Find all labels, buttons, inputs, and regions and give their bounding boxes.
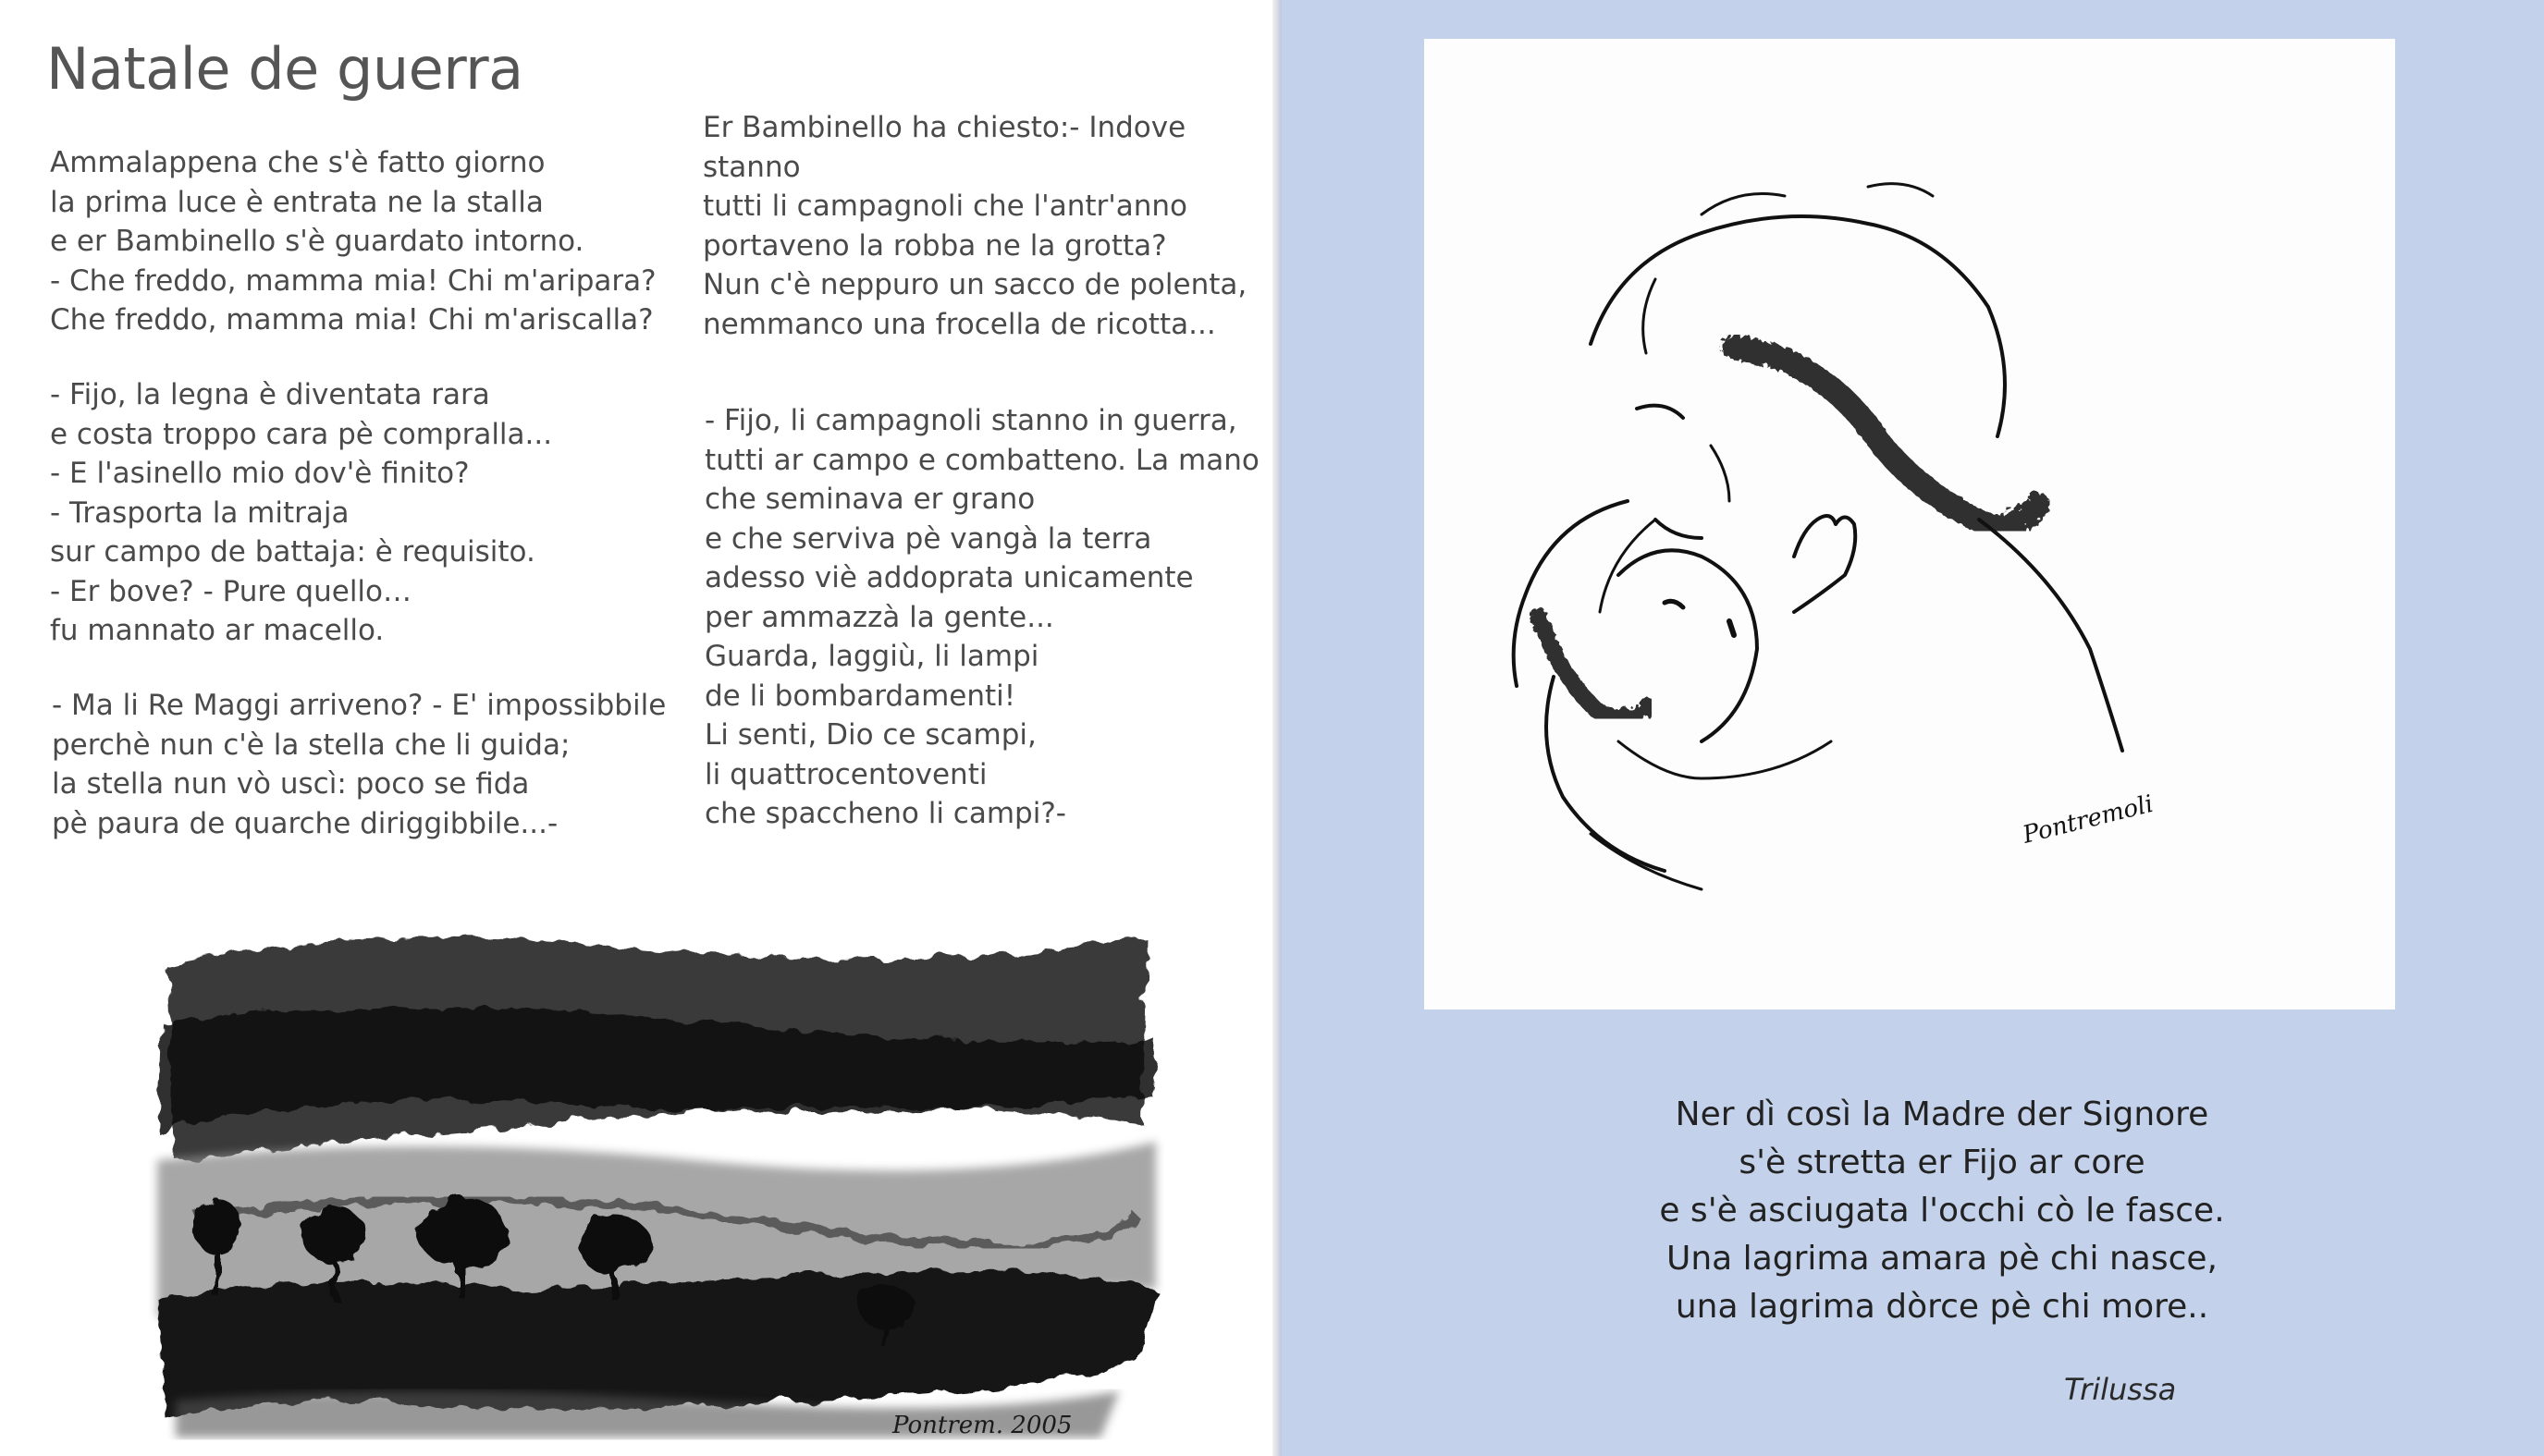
closing-line: una lagrima dòrce pè chi more.. xyxy=(1675,1288,2209,1326)
closing-line: Una lagrima amara pè chi nasce, xyxy=(1666,1240,2218,1278)
poem-line: de li bombardamenti! xyxy=(705,679,1016,713)
poem-line: Li senti, Dio ce scampi, xyxy=(705,718,1037,752)
poem-line: li quattrocentoventi xyxy=(705,757,988,791)
poem-line: portaveno la robba ne la grotta? xyxy=(703,228,1167,263)
closing-stanza xyxy=(1581,1091,2303,1331)
madonna-and-child-illustration xyxy=(1424,39,2395,1009)
poem-line: tutti li campagnoli che l'antr'anno xyxy=(703,190,1188,223)
poem-line: pè paura de quarche diriggibbile...- xyxy=(52,806,559,840)
poem-line: che seminava er grano xyxy=(705,483,1036,516)
poem-line: sur campo de battaja: è requisito. xyxy=(50,535,535,569)
poem-title: Natale de guerra xyxy=(46,35,523,103)
poem-line: - Er bove? - Pure quello… xyxy=(50,574,412,608)
poem-line: adesso viè addoprata unicamente xyxy=(705,561,1194,594)
closing-line: s'è stretta er Fijo ar core xyxy=(1739,1144,2145,1181)
poem-line: - Fijo, la legna è diventata rara xyxy=(50,378,490,411)
poem-line: e er Bambinello s'è guardato intorno. xyxy=(50,225,584,258)
stanza-5 xyxy=(705,401,1260,834)
poem-line: Che freddo, mamma mia! Chi m'ariscalla? xyxy=(50,303,654,336)
page-gutter xyxy=(1272,0,1282,1456)
poem-line: - Ma li Re Maggi arriveno? - E' impossibbile xyxy=(52,689,667,722)
poem-line: che spaccheno li campi?- xyxy=(705,797,1066,830)
poem-line: nemmanco una frocella de ricotta... xyxy=(703,307,1216,341)
poem-line: Guarda, laggiù, li lampi xyxy=(705,640,1039,673)
poem-line: Ammalappena che s'è fatto giorno xyxy=(50,146,546,179)
poem-author: Trilussa xyxy=(2064,1372,2177,1407)
stanza-1 xyxy=(50,143,657,340)
poem-line: e che serviva pè vangà la terra xyxy=(705,521,1152,556)
poem-line: - Trasporta la mitraja xyxy=(50,496,350,530)
artist-signature: Pontrem. 2005 xyxy=(892,1412,1073,1439)
closing-line: e s'è asciugata l'occhi cò le fasce. xyxy=(1659,1192,2225,1230)
poem-line: la stella nun vò uscì: poco se fida xyxy=(52,767,530,801)
landscape-illustration xyxy=(139,883,1165,1447)
poem-line: per ammazzà la gente... xyxy=(705,600,1054,634)
poem-line: - Che freddo, mamma mia! Chi m'aripara? xyxy=(50,263,657,298)
poem-line: fu mannato ar macello. xyxy=(50,614,385,647)
poem-line: perchè nun c'è la stella che li guida; xyxy=(52,728,571,762)
stanza-3 xyxy=(52,686,666,843)
poem-line: e costa troppo cara pè compralla... xyxy=(50,417,553,451)
closing-line: Ner dì così la Madre der Signore xyxy=(1675,1095,2209,1133)
poem-line: - E l'asinello mio dov'è finito? xyxy=(50,457,470,490)
stanza-4 xyxy=(703,108,1247,344)
stanza-2 xyxy=(50,375,552,651)
poem-line: stanno xyxy=(703,150,801,184)
poem-line: - Fijo, li campagnoli stanno in guerra, xyxy=(705,404,1237,437)
artist-signature: Pontremoli xyxy=(2020,789,2157,850)
poem-line: la prima luce è entrata ne la stalla xyxy=(50,185,544,219)
poem-line: tutti ar campo e combatteno. La mano xyxy=(705,443,1260,477)
poem-line: Nun c'è neppuro un sacco de polenta, xyxy=(703,268,1247,301)
poem-line: Er Bambinello ha chiesto:- Indove xyxy=(703,111,1186,144)
